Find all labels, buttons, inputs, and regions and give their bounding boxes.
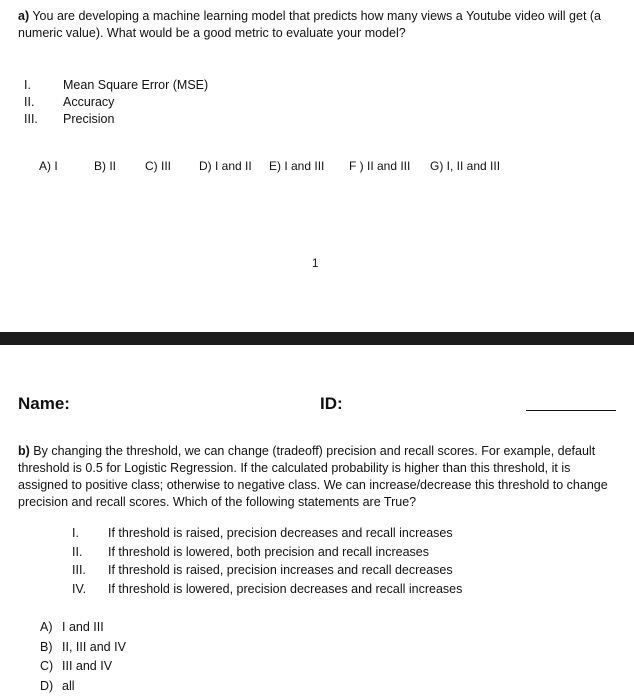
statement-text: Accuracy [63,95,115,109]
statement-number: II. [72,544,83,559]
choice-letter: A) [40,620,53,634]
question-a-text [18,8,618,42]
choice-letter: D) [40,678,54,693]
question-b-text [18,443,618,511]
choice-option: C) III [145,159,171,173]
statement-number: I. [72,526,79,540]
id-label: ID: [320,394,343,413]
question-b-body: By changing the threshold, we can change (tradeoff) precision and recall scores. For example, default threshold is 0.5 for Logistic Regression. If the calculated probability is higher than this threshold, it is assigned to positive class; otherwise to negative class. We can increase/decrease this threshold to change precision and recall scores. Which of the following statements are True? [18,444,608,509]
choice-option: E) I and III [269,159,325,173]
statement-number: I. [24,78,31,92]
page-number: 1 [312,258,319,270]
statement-number: II. [24,95,35,109]
statement-number: IV. [72,581,87,596]
statement-text: If threshold is lowered, both precision and recall increases [108,544,430,559]
statement-text: Mean Square Error (MSE) [63,78,209,92]
choice-letter: B) [40,639,53,654]
statement-number: III. [72,563,86,577]
statement-text: Precision [63,112,115,126]
name-label: Name: [18,394,70,413]
statement-text: If threshold is raised, precision decreases and recall increases [108,526,453,540]
choice-text: all [62,678,75,693]
question-a-body: You are developing a machine learning model that predicts how many views a Youtube video will get (a numeric value). What would be a good metric to evaluate your model? [18,9,602,40]
choice-option: F ) II and III [349,159,411,173]
question-a-label: a) [18,9,30,23]
choice-text: III and IV [62,659,113,673]
choice-option: G) I, II and III [430,159,501,173]
choice-option: D) I and II [199,159,252,173]
choice-letter: C) [40,659,54,673]
page-divider [0,332,634,345]
statement-text: If threshold is raised, precision increases and recall decreases [108,563,453,577]
choice-text: I and III [62,620,104,634]
choice-option: A) I [39,159,58,173]
answer-blank-line [526,410,616,411]
choice-option: B) II [94,159,117,173]
statement-text: If threshold is lowered, precision decreases and recall increases [108,581,463,596]
statement-number: III. [24,112,38,126]
choice-text: II, III and IV [62,639,126,654]
question-b-label: b) [18,444,30,458]
